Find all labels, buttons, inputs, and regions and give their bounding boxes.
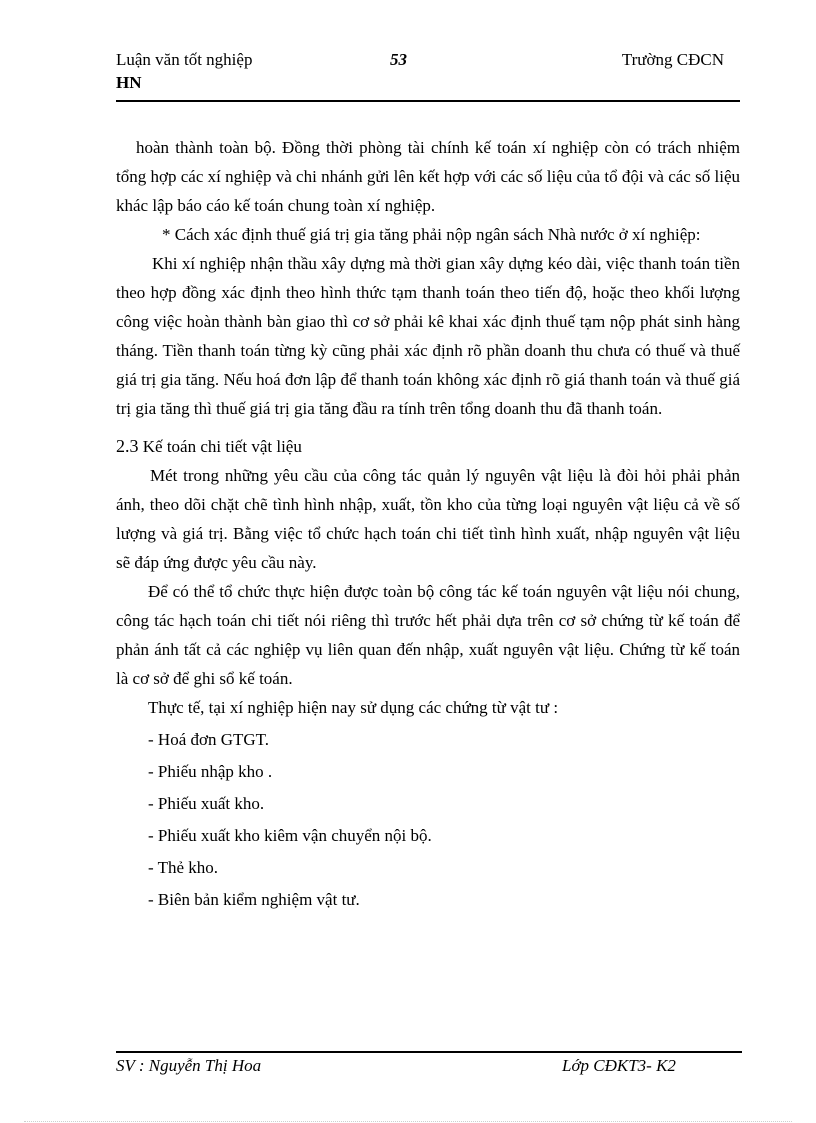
page-footer (116, 1051, 742, 1075)
list-item: - Phiếu xuất kho kiêm vận chuyển nội bộ. (148, 826, 432, 845)
section-heading (116, 432, 740, 461)
header-school-suffix: HN (116, 73, 142, 92)
section-title: Kế toán chi tiết vật liệu (142, 437, 302, 456)
list-item: - Phiếu xuất kho. (148, 794, 265, 813)
paragraph-2: * Cách xác định thuế giá trị gia tăng phải nộp ngân sách Nhà nước ở xí nghiệp: (162, 225, 701, 244)
list-item: - Hoá đơn GTGT. (148, 730, 270, 749)
footer-student-name: SV : Nguyễn Thị Hoa (116, 1056, 262, 1075)
footer-class-name: Lớp CĐKT3- K2 (562, 1056, 676, 1075)
section-paragraph-2: Để có thể tổ chức thực hiện được toàn bộ công tác kế toán nguyên vật liệu nói chung, công tác hạch toán chi tiết nói riêng thì trước hết phải dựa trên cơ sở chứng từ kế toán để phản ánh tất cả các nghiệp vụ liên quan đến nhập, xuất nguyên vật liệu. Chứng từ kế toán là cơ sở để ghi sổ kế toán. (116, 582, 740, 688)
page-header (116, 48, 740, 102)
section-paragraph-1: Mét trong những yêu cầu của công tác quản lý nguyên vật liệu là đòi hỏi phải phản ánh, theo dõi chặt chẽ tình hình nhập, xuất, tồn kho của từng loại nguyên vật liệu cả về số lượng và giá trị. Bằng việc tổ chức hạch toán chi tiết tình hình xuất, nhập nguyên vật liệu sẽ đáp ứng được yêu cầu này. (116, 466, 740, 572)
header-left (116, 48, 252, 94)
paragraph-3: Khi xí nghiệp nhận thầu xây dựng mà thời gian xây dựng kéo dài, việc thanh toán tiền theo hợp đồng xác định theo hình thức tạm thanh toán theo tiến độ, hoặc theo khối lượng công việc hoàn thành bàn giao thì cơ sở phải kê khai xác định thuế tạm nộp phát sinh hàng tháng. Tiền thanh toán từng kỳ cũng phải xác định rõ phần doanh thu chưa có thuế và thuế giá trị gia tăng. Nếu hoá đơn lập để thanh toán không xác định rõ giá thanh toán và thuế giá trị gia tăng thì thuế giá trị gia tăng đầu ra tính trên tổng doanh thu đã thanh toán. (116, 254, 740, 418)
list-item: - Phiếu nhập kho . (148, 762, 273, 781)
list-item: - Biên bản kiểm nghiệm vật tư. (148, 890, 360, 909)
paragraph-1: hoàn thành toàn bộ. Đồng thời phòng tài chính kế toán xí nghiệp còn có trách nhiệm tổng hợp các xí nghiệp và chi nhánh gửi lên kết hợp với các số liệu của tổ đội và các số liệu khác lập báo cáo kế toán chung toàn xí nghiệp. (116, 138, 740, 215)
header-thesis-label: Luận văn tốt nghiệp (116, 50, 253, 69)
list-item: - Thẻ kho. (148, 858, 219, 877)
header-school-name: Trường CĐCN (621, 50, 724, 69)
page-bottom-divider (24, 1121, 792, 1122)
page-number: 53 (390, 50, 407, 69)
page-body (116, 133, 740, 914)
section-number: 2.3 (116, 436, 139, 456)
list-lead: Thực tế, tại xí nghiệp hiện nay sử dụng các chứng từ vật tư : (148, 698, 559, 717)
